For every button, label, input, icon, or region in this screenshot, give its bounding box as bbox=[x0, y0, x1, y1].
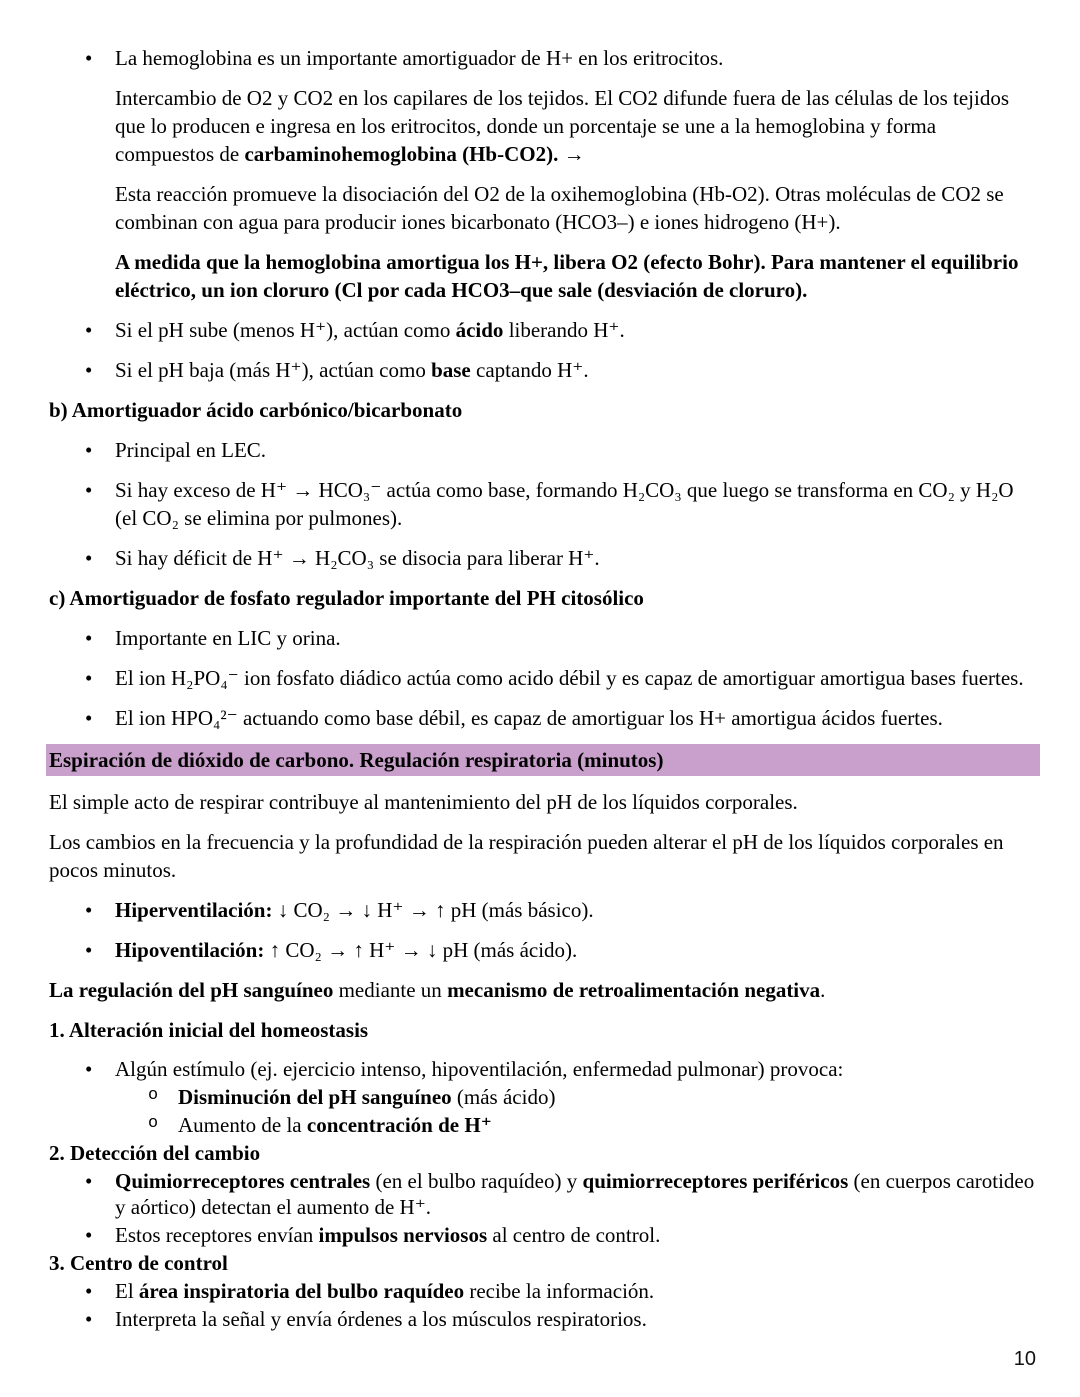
doc-text-run: (más ácido) bbox=[451, 1085, 556, 1109]
bullet-dot-icon: • bbox=[85, 666, 93, 690]
doc-text-bold-run: ácido bbox=[455, 318, 504, 342]
doc-text-bold-run: área inspiratoria del bulbo raquídeo bbox=[138, 1279, 465, 1303]
doc-text-run: El simple acto de respirar contribuye al mantenimiento del pH de los líquidos corporales. bbox=[49, 790, 798, 814]
doc-text-run: mediante un bbox=[333, 978, 448, 1002]
doc-text bbox=[115, 1279, 654, 1303]
doc-text-bold-run: quimiorreceptores periféricos bbox=[582, 1169, 849, 1193]
doc-text-run: Si hay exceso de H⁺ → HCO₃⁻ actúa como base, formando H₂CO₃ que luego se transforma en CO₂ y H₂O (el CO₂ se elimina por pulmones). bbox=[115, 478, 1014, 530]
doc-text-run: Si el pH baja (más H⁺), actúan como bbox=[115, 358, 432, 382]
bullet-dot-icon: • bbox=[85, 358, 93, 382]
doc-text-run: Aumento de la bbox=[178, 1113, 307, 1137]
doc-text bbox=[115, 1307, 647, 1331]
doc-bullet-item bbox=[49, 44, 1040, 72]
doc-text-run: Intercambio de O2 y CO2 en los capilares de los tejidos. El CO2 difunde fuera de las células de los tejidos que lo producen e ingresa en los eritrocitos, donde un porcentaje se une a la hemoglobina y forma compuestos de bbox=[115, 86, 1010, 166]
doc-text-run: captando H⁺. bbox=[470, 358, 589, 382]
bullet-dot-icon: • bbox=[85, 938, 93, 962]
doc-bullet-item bbox=[49, 356, 1040, 384]
bullet-dot-icon: • bbox=[85, 1307, 93, 1331]
doc-text-bold-run: base bbox=[431, 358, 471, 382]
doc-section-heading bbox=[49, 1250, 1040, 1276]
doc-section-heading bbox=[49, 584, 1040, 612]
doc-bullet-item bbox=[49, 1056, 1040, 1082]
bullet-dot-icon: • bbox=[85, 898, 93, 922]
doc-text bbox=[115, 358, 589, 382]
doc-text-bold-run: c) Amortiguador de fosfato regulador importante del PH citosólico bbox=[49, 586, 644, 610]
doc-text-run: Estos receptores envían bbox=[115, 1223, 319, 1247]
doc-text-run: (en el bulbo raquídeo) y bbox=[370, 1169, 583, 1193]
doc-text bbox=[115, 706, 943, 730]
bullet-dot-icon: • bbox=[85, 1169, 93, 1193]
doc-bullet-item bbox=[49, 1222, 1040, 1248]
doc-text-bold-run: Hiperventilación: bbox=[115, 898, 273, 922]
doc-text bbox=[115, 898, 594, 922]
doc-text bbox=[115, 1223, 660, 1247]
doc-text-bold-run: 1. Alteración inicial del homeostasis bbox=[49, 1018, 369, 1042]
doc-text bbox=[115, 46, 723, 70]
doc-paragraph bbox=[49, 976, 1040, 1004]
doc-bullet-item bbox=[49, 624, 1040, 652]
doc-bullet-item bbox=[49, 476, 1040, 532]
doc-text-run: liberando H⁺. bbox=[503, 318, 625, 342]
doc-text-run: Si el pH sube (menos H⁺), actúan como bbox=[115, 318, 456, 342]
bullet-dot-icon: • bbox=[85, 1057, 93, 1081]
doc-text-run: ↑ CO₂ → ↑ H⁺ → ↓ pH (más ácido). bbox=[264, 938, 578, 962]
doc-bullet-item bbox=[49, 1278, 1040, 1304]
doc-sub-bullet-item bbox=[49, 1112, 1040, 1138]
doc-bullet-item bbox=[49, 896, 1040, 924]
bullet-dot-icon: • bbox=[85, 438, 93, 462]
doc-text bbox=[178, 1085, 555, 1109]
doc-text-bold-run: impulsos nerviosos bbox=[318, 1223, 488, 1247]
doc-paragraph bbox=[49, 788, 1040, 816]
bullet-circle-icon: o bbox=[148, 1086, 159, 1105]
doc-text-run: El bbox=[115, 1279, 139, 1303]
doc-text-run: Esta reacción promueve la disociación del O2 de la oxihemoglobina (Hb-O2). Otras moléculas de CO2 se combinan con agua para producir iones bicarbonato (HCO3–) e iones hidrogeno (H+). bbox=[115, 182, 1004, 234]
doc-text-bold-run: Quimiorreceptores centrales bbox=[115, 1169, 371, 1193]
doc-text-bold-run: La regulación del pH sanguíneo bbox=[49, 978, 334, 1002]
doc-bullet-item bbox=[49, 436, 1040, 464]
doc-text bbox=[115, 1057, 843, 1081]
bullet-dot-icon: • bbox=[85, 318, 93, 342]
doc-bullet-item bbox=[49, 704, 1040, 732]
doc-text bbox=[115, 1169, 1034, 1219]
doc-bullet-item bbox=[49, 544, 1040, 572]
doc-text bbox=[115, 666, 1024, 690]
doc-paragraph bbox=[49, 828, 1040, 884]
bullet-circle-icon: o bbox=[148, 1114, 159, 1133]
doc-text-bold-run: 3. Centro de control bbox=[49, 1251, 228, 1275]
doc-text bbox=[115, 626, 341, 650]
doc-text-run: El ion HPO₄²⁻ actuando como base débil, es capaz de amortiguar los H+ amortigua ácidos fuertes. bbox=[115, 706, 943, 730]
doc-text-bold-run: Disminución del pH sanguíneo bbox=[178, 1085, 452, 1109]
doc-text-bold-run: 2. Detección del cambio bbox=[49, 1141, 261, 1165]
bullet-dot-icon: • bbox=[85, 1223, 93, 1247]
doc-text-run: Los cambios en la frecuencia y la profundidad de la respiración pueden alterar el pH de los líquidos corporales en pocos minutos. bbox=[49, 830, 1004, 882]
doc-text-bold-run: carbaminohemoglobina (Hb-CO2). → bbox=[244, 142, 585, 166]
doc-text bbox=[115, 546, 600, 570]
bullet-dot-icon: • bbox=[85, 1279, 93, 1303]
doc-text-run: Si hay déficit de H⁺ → H₂CO₃ se disocia para liberar H⁺. bbox=[115, 546, 600, 570]
doc-sub-bullet-item bbox=[49, 1084, 1040, 1110]
doc-text-bold-run: b) Amortiguador ácido carbónico/bicarbonato bbox=[49, 398, 463, 422]
doc-text-run: recibe la información. bbox=[464, 1279, 655, 1303]
doc-text bbox=[178, 1113, 492, 1137]
doc-text-run: Interpreta la señal y envía órdenes a los músculos respiratorios. bbox=[115, 1307, 647, 1331]
doc-text bbox=[115, 318, 625, 342]
doc-text-run: . bbox=[820, 978, 826, 1002]
bullet-dot-icon: • bbox=[85, 706, 93, 730]
doc-text-bold-run: mecanismo de retroalimentación negativa bbox=[447, 978, 821, 1002]
page-number: 10 bbox=[1013, 1348, 1036, 1370]
doc-text-bold-run: Espiración de dióxido de carbono. Regulación respiratoria (minutos) bbox=[49, 748, 664, 772]
doc-text-run: (en cuerpos carotideo y aórtico) detectan el aumento de H⁺. bbox=[115, 1169, 1035, 1219]
bullet-dot-icon: • bbox=[85, 546, 93, 570]
bullet-dot-icon: • bbox=[85, 478, 93, 502]
doc-text-run: Importante en LIC y orina. bbox=[115, 626, 341, 650]
doc-bullet-item bbox=[49, 316, 1040, 344]
doc-bullet-item bbox=[49, 936, 1040, 964]
doc-section-heading bbox=[49, 396, 1040, 424]
doc-paragraph-indented bbox=[115, 248, 1040, 304]
doc-text bbox=[115, 478, 1014, 530]
doc-section-heading bbox=[49, 1140, 1040, 1166]
doc-text-run: Principal en LEC. bbox=[115, 438, 267, 462]
document-content bbox=[49, 44, 1040, 1332]
doc-text bbox=[115, 438, 266, 462]
doc-paragraph-indented bbox=[115, 84, 1040, 168]
doc-text-run: La hemoglobina es un importante amortiguador de H+ en los eritrocitos. bbox=[115, 46, 724, 70]
doc-text-run: Algún estímulo (ej. ejercicio intenso, hipoventilación, enfermedad pulmonar) provoca: bbox=[115, 1057, 844, 1081]
bullet-dot-icon: • bbox=[85, 626, 93, 650]
doc-paragraph-indented bbox=[115, 180, 1040, 236]
doc-text-bold-run: Hipoventilación: bbox=[115, 938, 265, 962]
bullet-dot-icon: • bbox=[85, 46, 93, 70]
doc-highlighted-heading bbox=[46, 744, 1040, 776]
doc-text-run: ↓ CO₂ → ↓ H⁺ → ↑ pH (más básico). bbox=[272, 898, 594, 922]
doc-bullet-item bbox=[49, 1168, 1040, 1220]
doc-bullet-item bbox=[49, 664, 1040, 692]
doc-section-heading bbox=[49, 1016, 1040, 1044]
doc-text bbox=[115, 938, 577, 962]
doc-text-run: El ion H₂PO₄⁻ ion fosfato diádico actúa como acido débil y es capaz de amortiguar amortigua bases fuertes. bbox=[115, 666, 1024, 690]
doc-text-run: al centro de control. bbox=[487, 1223, 661, 1247]
doc-text-bold-run: A medida que la hemoglobina amortigua los H+, libera O2 (efecto Bohr). Para mantener el equilibrio eléctrico, un ion cloruro (Cl por cada HCO3–que sale (desviación de cloruro). bbox=[115, 250, 1019, 302]
doc-bullet-item bbox=[49, 1306, 1040, 1332]
doc-text-bold-run: concentración de H⁺ bbox=[306, 1113, 492, 1137]
